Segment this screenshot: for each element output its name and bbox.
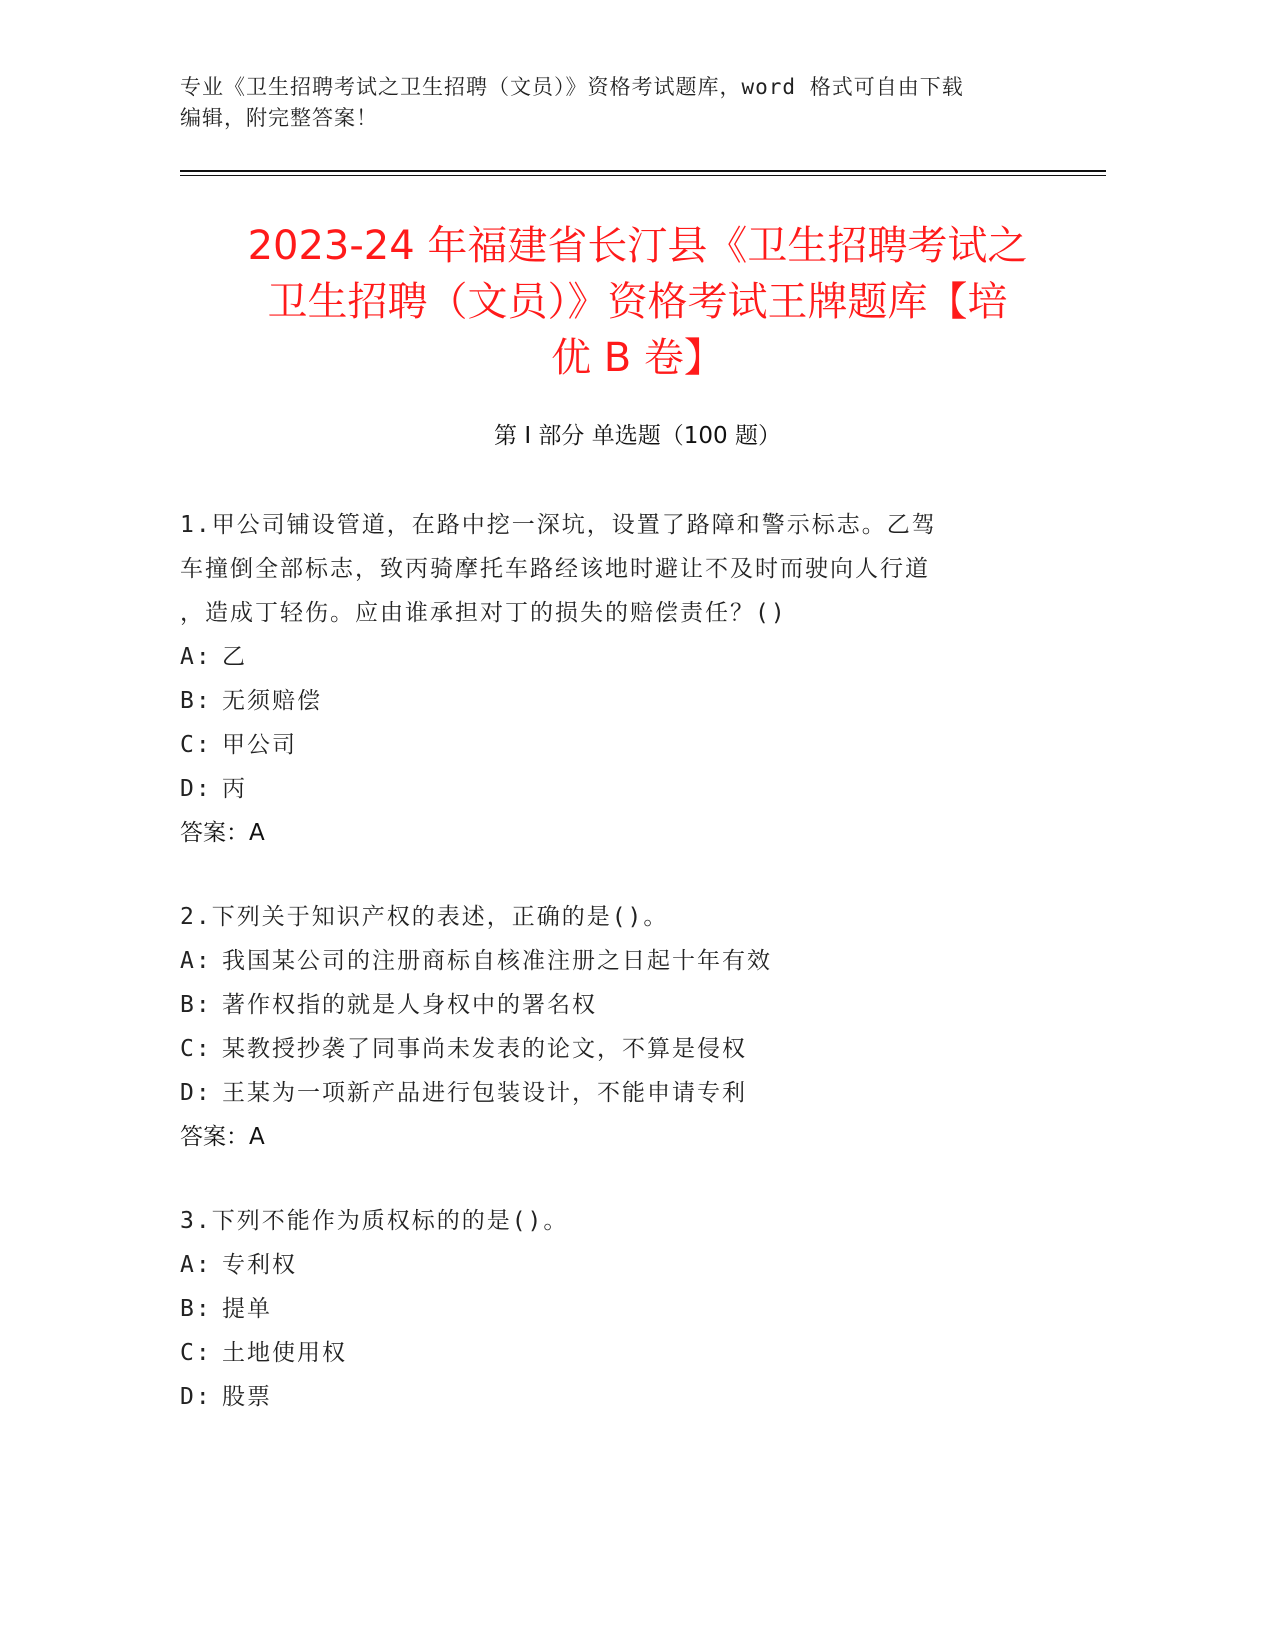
question-stem-line: ，造成丁轻伤。应由谁承担对丁的损失的赔偿责任？()	[180, 600, 787, 626]
option-letter: B:	[180, 688, 212, 714]
option-d	[180, 1375, 1050, 1419]
option-letter: A:	[180, 948, 212, 974]
question-stem-line: 1.甲公司铺设管道，在路中挖一深坑，设置了路障和警示标志。乙驾	[180, 512, 937, 538]
section-heading: 第 I 部分 单选题（100 题）	[494, 423, 781, 449]
title-line: 2023-24 年福建省长汀县《卫生招聘考试之	[247, 223, 1028, 269]
option-letter: C:	[180, 732, 212, 758]
option-letter: D:	[180, 1384, 212, 1410]
answer-line: 答案：A	[180, 1124, 265, 1150]
option-text: 专利权	[222, 1252, 297, 1278]
header-note	[180, 72, 1080, 134]
option-text: 股票	[222, 1384, 272, 1410]
option-text: 无须赔偿	[222, 688, 322, 714]
option-letter: C:	[180, 1340, 212, 1366]
document-title	[160, 218, 1115, 386]
option-letter: A:	[180, 644, 212, 670]
question-stem-line: 2.下列关于知识产权的表述，正确的是()。	[180, 904, 669, 930]
option-b	[180, 679, 1050, 723]
option-text: 某教授抄袭了同事尚未发表的论文，不算是侵权	[222, 1036, 747, 1062]
question-3	[180, 1199, 1050, 1419]
question-list	[180, 503, 1050, 1459]
option-text: 我国某公司的注册商标自核准注册之日起十年有效	[222, 948, 772, 974]
option-c	[180, 1331, 1050, 1375]
option-text: 乙	[222, 644, 247, 670]
option-text: 王某为一项新产品进行包装设计，不能申请专利	[222, 1080, 747, 1106]
option-text: 丙	[222, 776, 247, 802]
option-a	[180, 635, 1050, 679]
question-stem-line: 3.下列不能作为质权标的的是()。	[180, 1208, 569, 1234]
header-divider-thick	[180, 170, 1106, 172]
option-c	[180, 723, 1050, 767]
option-d	[180, 767, 1050, 811]
header-note-line: 编辑，附完整答案！	[180, 106, 378, 130]
option-text: 甲公司	[222, 732, 297, 758]
answer-line: 答案：A	[180, 820, 265, 846]
option-a	[180, 1243, 1050, 1287]
option-a	[180, 939, 1050, 983]
option-letter: A:	[180, 1252, 212, 1278]
option-text: 土地使用权	[222, 1340, 347, 1366]
option-letter: B:	[180, 992, 212, 1018]
option-d	[180, 1071, 1050, 1115]
option-b	[180, 1287, 1050, 1331]
option-letter: C:	[180, 1036, 212, 1062]
option-text: 提单	[222, 1296, 272, 1322]
header-note-line: 专业《卫生招聘考试之卫生招聘（文员）》资格考试题库，word 格式可自由下载	[180, 75, 964, 99]
header-divider-thin	[180, 175, 1106, 176]
title-line: 优 B 卷】	[551, 335, 724, 381]
option-c	[180, 1027, 1050, 1071]
title-line: 卫生招聘（文员）》资格考试王牌题库【培	[267, 279, 1008, 325]
option-letter: D:	[180, 1080, 212, 1106]
question-stem-line: 车撞倒全部标志，致丙骑摩托车路经该地时避让不及时而驶向人行道	[180, 556, 930, 582]
option-letter: D:	[180, 776, 212, 802]
option-letter: B:	[180, 1296, 212, 1322]
question-2	[180, 895, 1050, 1159]
option-text: 著作权指的就是人身权中的署名权	[222, 992, 597, 1018]
option-b	[180, 983, 1050, 1027]
question-1	[180, 503, 1050, 855]
